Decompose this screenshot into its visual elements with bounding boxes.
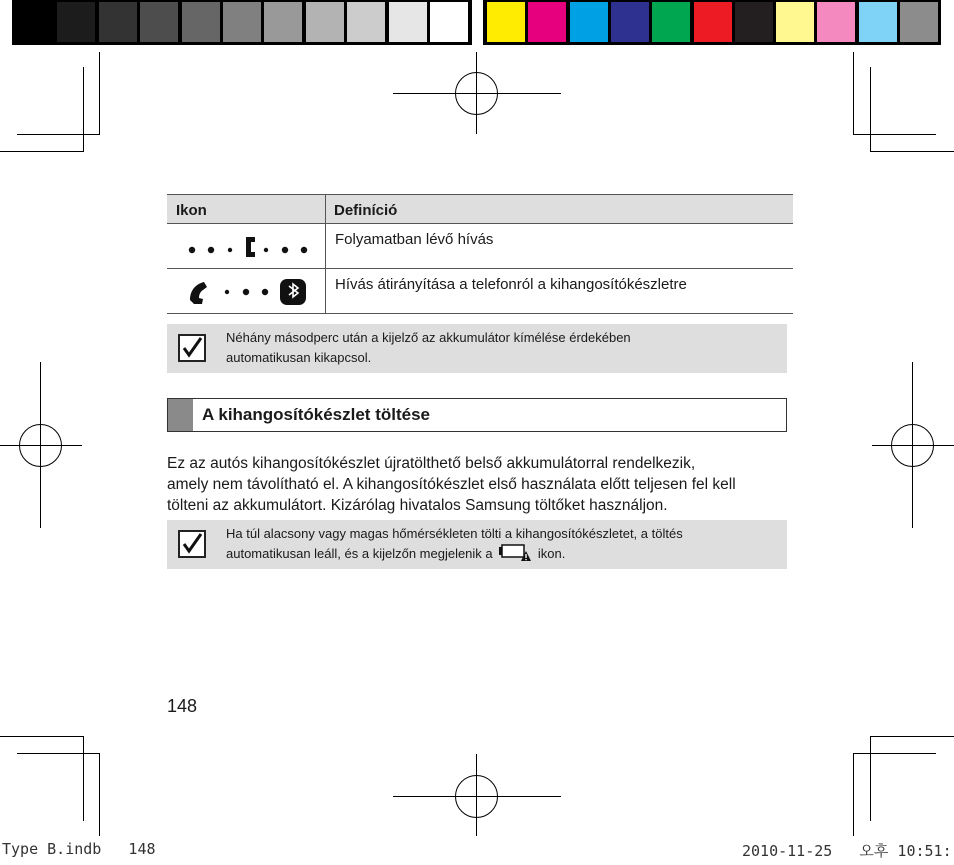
color-swatch (611, 2, 649, 42)
color-swatch (735, 2, 773, 42)
color-swatch (900, 2, 938, 42)
section-title: A kihangosítókészlet töltése (202, 405, 430, 424)
color-calibration-bar (0, 0, 954, 46)
note-line: automatikusan kikapcsol. (226, 350, 372, 365)
header-icon: Ikon (176, 202, 207, 219)
gray-swatch (16, 2, 54, 42)
note-line: automatikusan leáll, és a kijelzőn megjelenik a (226, 546, 493, 561)
gray-swatch (57, 2, 95, 42)
gray-swatch (182, 2, 220, 42)
checkmark-icon (178, 334, 206, 362)
footer-timestamp: 2010-11-25 오후 10:51: (742, 842, 952, 860)
body-line: Ez az autós kihangosítókészlet újratölthető belső akkumulátorral rendelkezik, (167, 455, 696, 472)
gray-swatch (99, 2, 137, 42)
color-swatch (528, 2, 566, 42)
section-heading (167, 398, 787, 432)
gray-swatch (223, 2, 261, 42)
note-line: ikon. (537, 546, 566, 561)
body-paragraph (167, 453, 792, 516)
table-header (167, 194, 793, 224)
note-line: Néhány másodperc után a kijelző az akkumulátor kímélése érdekében (226, 330, 631, 345)
color-swatch (652, 2, 690, 42)
note-box (167, 520, 787, 569)
gray-swatch (306, 2, 344, 42)
color-swatch (776, 2, 814, 42)
note-box (167, 324, 787, 373)
color-swatch (694, 2, 732, 42)
footer-file-info: Type B.indb 148 (2, 840, 156, 858)
call-transfer-bluetooth-icon (186, 278, 314, 311)
call-in-progress-icon (186, 233, 314, 266)
checkmark-icon (178, 530, 206, 558)
gray-swatch (389, 2, 427, 42)
body-line: tölteni az akkumulátort. Kizárólag hivatalos Samsung töltőket használjon. (167, 497, 668, 514)
color-swatch (859, 2, 897, 42)
body-line: amely nem távolítható el. A kihangosítókészlet első használata előtt teljesen fel kell (167, 476, 736, 493)
gray-swatch (264, 2, 302, 42)
color-swatch (487, 2, 525, 42)
gray-swatch (140, 2, 178, 42)
header-definition: Definíció (334, 202, 398, 219)
note-line: Ha túl alacsony vagy magas hőmérsékleten tölti a kihangosítókészletet, a töltés (226, 526, 683, 541)
page-number: 148 (167, 696, 198, 716)
definition-text: Folyamatban lévő hívás (335, 231, 494, 248)
color-swatch (570, 2, 608, 42)
gray-swatch (430, 2, 468, 42)
section-marker (168, 399, 193, 431)
battery-warning-icon (498, 544, 532, 568)
gray-swatch (347, 2, 385, 42)
color-swatch (817, 2, 855, 42)
definition-text: Hívás átirányítása a telefonról a kihangosítókészletre (335, 276, 687, 293)
